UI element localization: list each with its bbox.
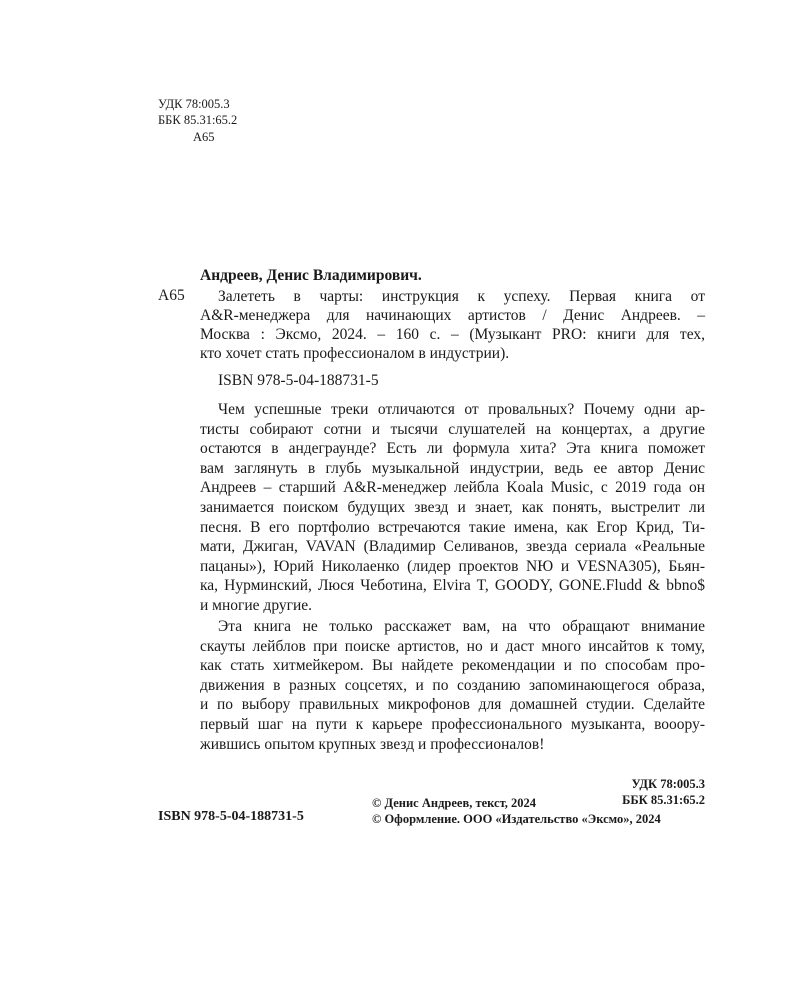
annotation-line: Эта книга не только расскажет вам, на что обращают внимание [218,618,705,635]
bbk-code-bottom: ББК 85.31:65.2 [622,793,705,807]
isbn-bottom: ISBN 978-5-04-188731-5 [158,809,304,824]
catalog-line: A&R-менеджера для начинающих артистов / Денис Андреев. – [200,307,705,324]
annotation-line: пацаны»), Юрий Николаенко (лидер проектов NЮ и VESNA305), Бьян- [200,557,705,575]
annotation-line: и многие другие. [200,597,313,614]
catalog-line: Залететь в чарты: инструкция к успеху. Первая книга от [218,288,705,305]
annotation-line: песня. В его портфолио встречаются такие имена, как Егор Крид, Ти- [200,518,705,536]
udk-code-bottom: УДК 78:005.3 [631,777,705,791]
catalog-isbn: ISBN 978-5-04-188731-5 [218,372,379,389]
annotation-line: первый шаг на пути к карьере профессионального музыканта, вооору- [200,716,705,733]
annotation-line: вам заглянуть в глубь музыкальной индустрии, ведь ее автор Денис [200,459,705,477]
annotation-line: остаются в андеграунде? Есть ли формула хита? Эта книга поможет [200,440,705,458]
annotation-line: и по выбору правильных микрофонов для домашней студии. Сделайте [200,696,705,714]
bbk-code-top: ББК 85.31:65.2 [158,113,238,127]
annotation-line: Чем успешные треки отличаются от провальных? Почему одни ар- [218,401,705,418]
copyright-design: © Оформление. ООО «Издательство «Эксмо», 2024 [372,812,661,826]
catalog-author: Андреев, Денис Владимирович. [200,267,422,284]
annotation-line: занимается поиском будущих звезд и знает, как понять, выстрелит ли [200,499,705,516]
author-mark-top: А65 [193,130,215,144]
annotation-line: скауты лейблов при поиске артистов, но и даст много инсайтов к тому, [200,637,705,655]
copyright-text: © Денис Андреев, текст, 2024 [372,796,537,810]
catalog-line: кто хочет стать профессионалом в индустрии). [200,345,510,362]
annotation-line: ка, Нурминский, Люся Чеботина, Elvira T, GOODY, GONE.Fludd & bbno$ [200,577,705,595]
annotation-line: жившись опытом крупных звезд и профессионалов! [200,735,545,753]
annotation-line: мати, Джиган, VAVAN (Владимир Селиванов, звезда сериала «Реальные [200,538,705,556]
annotation-line: тисты собирают сотни и тысячи слушателей на концертах, а другие [200,420,705,438]
udk-code-top: УДК 78:005.3 [158,97,230,111]
annotation-line: Андреев – старший A&R-менеджер лейбла Koala Music, с 2019 года он [200,479,705,497]
catalog-mark: А65 [158,287,185,304]
annotation-line: движения в разных соцсетях, и по созданию запоминающегося образа, [200,676,705,694]
annotation-line: как стать хитмейкером. Вы найдете рекомендации и по способам про- [200,657,705,675]
catalog-line: Москва : Эксмо, 2024. – 160 с. – (Музыкант PRO: книги для тех, [200,326,705,343]
